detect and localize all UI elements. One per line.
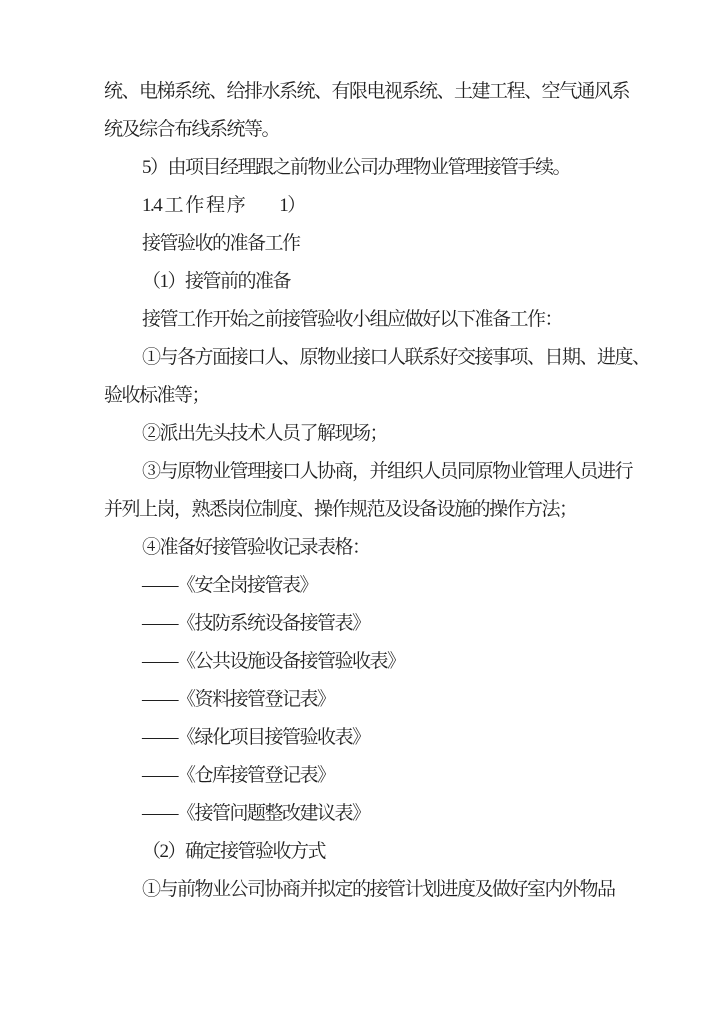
list-item: ——《接管问题整改建议表》 bbox=[142, 803, 370, 824]
text-line: ②派出先头技术人员了解现场； bbox=[142, 423, 388, 444]
text-line: ①与前物业公司协商并拟定的接管计划进度及做好室内外物品 bbox=[142, 879, 615, 900]
section-heading: 1.4 工 作 程 序 1） bbox=[142, 195, 305, 216]
text-line: 5）由项目经理跟之前物业公司办理物业管理接管手续。 bbox=[142, 157, 571, 178]
text-line: 并列上岗，熟悉岗位制度、操作规范及设备设施的操作方法； bbox=[104, 499, 577, 520]
text-line: 统、电梯系统、给排水系统、有限电视系统、土建工程、空气通风系 bbox=[104, 81, 630, 102]
list-item: ——《公共设施设备接管验收表》 bbox=[142, 651, 405, 672]
text-line: ①与各方面接口人、原物业接口人联系好交接事项、日期、进度、 bbox=[142, 347, 650, 368]
text-line: （2）确定接管验收方式 bbox=[142, 841, 326, 862]
list-item: ——《仓库接管登记表》 bbox=[142, 765, 335, 786]
list-item: ——《技防系统设备接管表》 bbox=[142, 613, 370, 634]
text-line: （1）接管前的准备 bbox=[142, 271, 291, 292]
text-line: ④准备好接管验收记录表格： bbox=[142, 537, 370, 558]
list-item: ——《安全岗接管表》 bbox=[142, 575, 318, 596]
text-line: 接管验收的准备工作 bbox=[142, 233, 300, 254]
text-line: 统及综合布线系统等。 bbox=[104, 119, 280, 140]
text-line: 验收标准等； bbox=[104, 385, 210, 406]
list-item: ——《绿化项目接管验收表》 bbox=[142, 727, 370, 748]
text-line: ③与原物业管理接口人协商，并组织人员同原物业管理人员进行 bbox=[142, 461, 633, 482]
list-item: ——《资料接管登记表》 bbox=[142, 689, 335, 710]
text-line: 接管工作开始之前接管验收小组应做好以下准备工作： bbox=[142, 309, 563, 330]
